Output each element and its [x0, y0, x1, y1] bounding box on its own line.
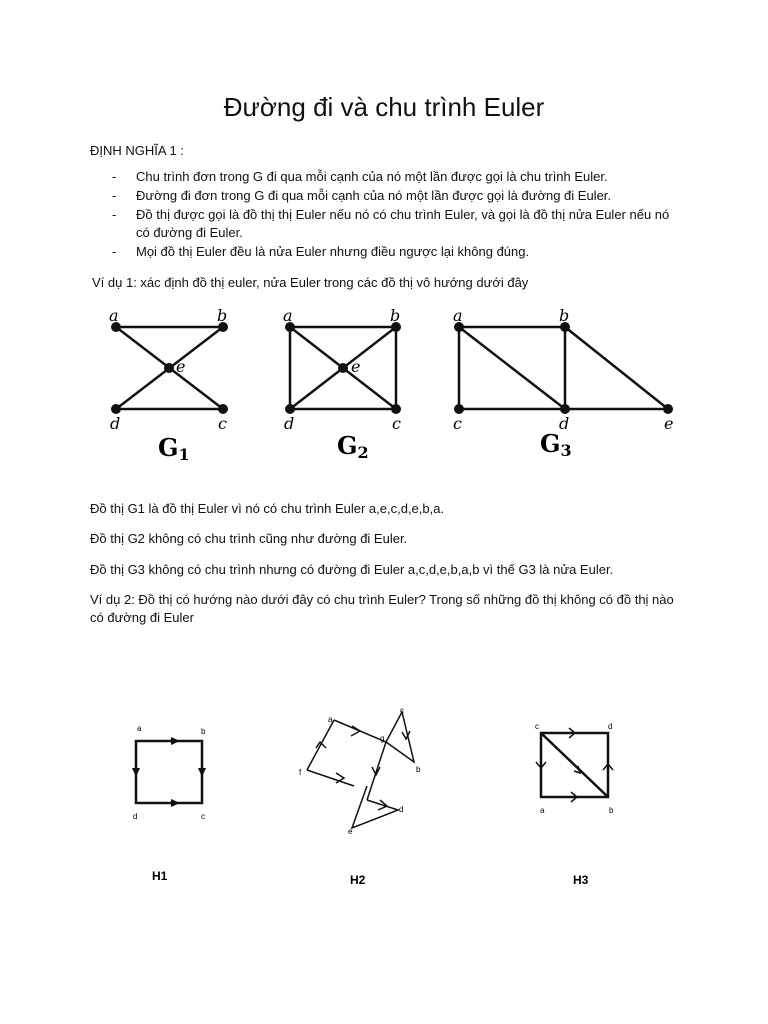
h3-label: H3 — [573, 873, 589, 887]
g3-vertex-c: c — [453, 414, 462, 433]
h1-vertex-b: b — [201, 727, 206, 736]
page-title: Đường đi và chu trình Euler — [223, 92, 545, 122]
graph-h1-arrows — [132, 737, 206, 807]
h1-vertex-a: a — [137, 724, 142, 733]
graph-h3-edges — [541, 733, 608, 797]
definition-heading: ĐỊNH NGHĨA 1 : — [90, 143, 184, 158]
g2-vertex-b: b — [390, 306, 401, 325]
graph-h1-edges — [136, 741, 202, 803]
h1-vertex-d: d — [133, 812, 138, 821]
h2-label: H2 — [350, 873, 366, 887]
g1-vertex-c: c — [218, 414, 227, 433]
g3-vertex-e: e — [664, 414, 674, 433]
example2-text: Ví dụ 2: Đồ thị có hướng nào dưới đây có chu trình Euler? Trong số những đồ thị không có đồ thị nào có đường đi Euler — [90, 592, 674, 625]
bullet-dash: - — [112, 244, 117, 259]
bullet-dash: - — [112, 207, 117, 222]
g3-vertex-d: d — [559, 414, 570, 433]
h1-vertex-c: c — [201, 812, 205, 821]
h2-vertex-g: g — [380, 734, 385, 743]
g1-vertex-d: d — [110, 414, 121, 433]
definition-text: Mọi đồ thị Euler đều là nửa Euler nhưng điều ngược lại không đúng. — [136, 244, 530, 259]
g1-vertex-a: a — [109, 306, 119, 325]
statement-g2: Đồ thị G2 không có chu trình cũng như đường đi Euler. — [90, 531, 408, 546]
g3-vertex-a: a — [453, 306, 463, 325]
g2-vertex-d: d — [284, 414, 295, 433]
h2-vertex-e: e — [348, 827, 353, 836]
g2-vertex-a: a — [283, 306, 293, 325]
g3-label-main: G — [540, 429, 561, 458]
h3-vertex-d: d — [608, 722, 613, 731]
h2-vertex-d: d — [399, 805, 404, 814]
definition-text: Đường đi đơn trong G đi qua mỗi cạnh của nó một lần được gọi là đường đi Euler. — [136, 188, 612, 203]
h2-vertex-f: f — [299, 768, 302, 777]
g3-label-sub: 3 — [560, 441, 572, 460]
example1-text: Ví dụ 1: xác định đồ thị euler, nửa Euler trong các đồ thị vô hướng dưới đây — [92, 275, 529, 290]
h3-vertex-a: a — [540, 806, 545, 815]
g1-vertex-b: b — [217, 306, 228, 325]
g2-label-main: G — [337, 431, 358, 460]
g1-label-main: G — [158, 433, 179, 462]
g2-label-sub: 2 — [357, 443, 369, 462]
g1-vertex-e: e — [176, 357, 186, 376]
bullet-dash: - — [112, 188, 117, 203]
g2-vertex-c: c — [392, 414, 401, 433]
h2-vertex-a: a — [328, 715, 333, 724]
g2-vertex-e: e — [351, 357, 361, 376]
definition-text: Đồ thị được gọi là đồ thị thị Euler nếu nó có chu trình Euler, và gọi là đồ thị nửa Euler nếu nó có đường đi Euler. — [136, 207, 670, 240]
h3-vertex-b: b — [609, 806, 614, 815]
statement-g3: Đồ thị G3 không có chu trình nhưng có đường đi Euler a,c,d,e,b,a,b vì thế G3 là nửa Euler. — [90, 562, 614, 577]
definition-text: Chu trình đơn trong G đi qua mỗi cạnh của nó một lần được gọi là chu trình Euler. — [136, 169, 608, 184]
g3-vertex-b: b — [559, 306, 570, 325]
bullet-dash: - — [112, 169, 117, 184]
h2-vertex-c: c — [400, 706, 404, 715]
graph-h2-edges — [307, 712, 414, 828]
h3-vertex-c: c — [535, 722, 539, 731]
h1-label: H1 — [152, 869, 168, 883]
statement-g1: Đồ thị G1 là đồ thị Euler vì nó có chu trình Euler a,e,c,d,e,b,a. — [90, 501, 445, 516]
g1-label-sub: 1 — [178, 445, 190, 464]
h2-vertex-b: b — [416, 765, 421, 774]
